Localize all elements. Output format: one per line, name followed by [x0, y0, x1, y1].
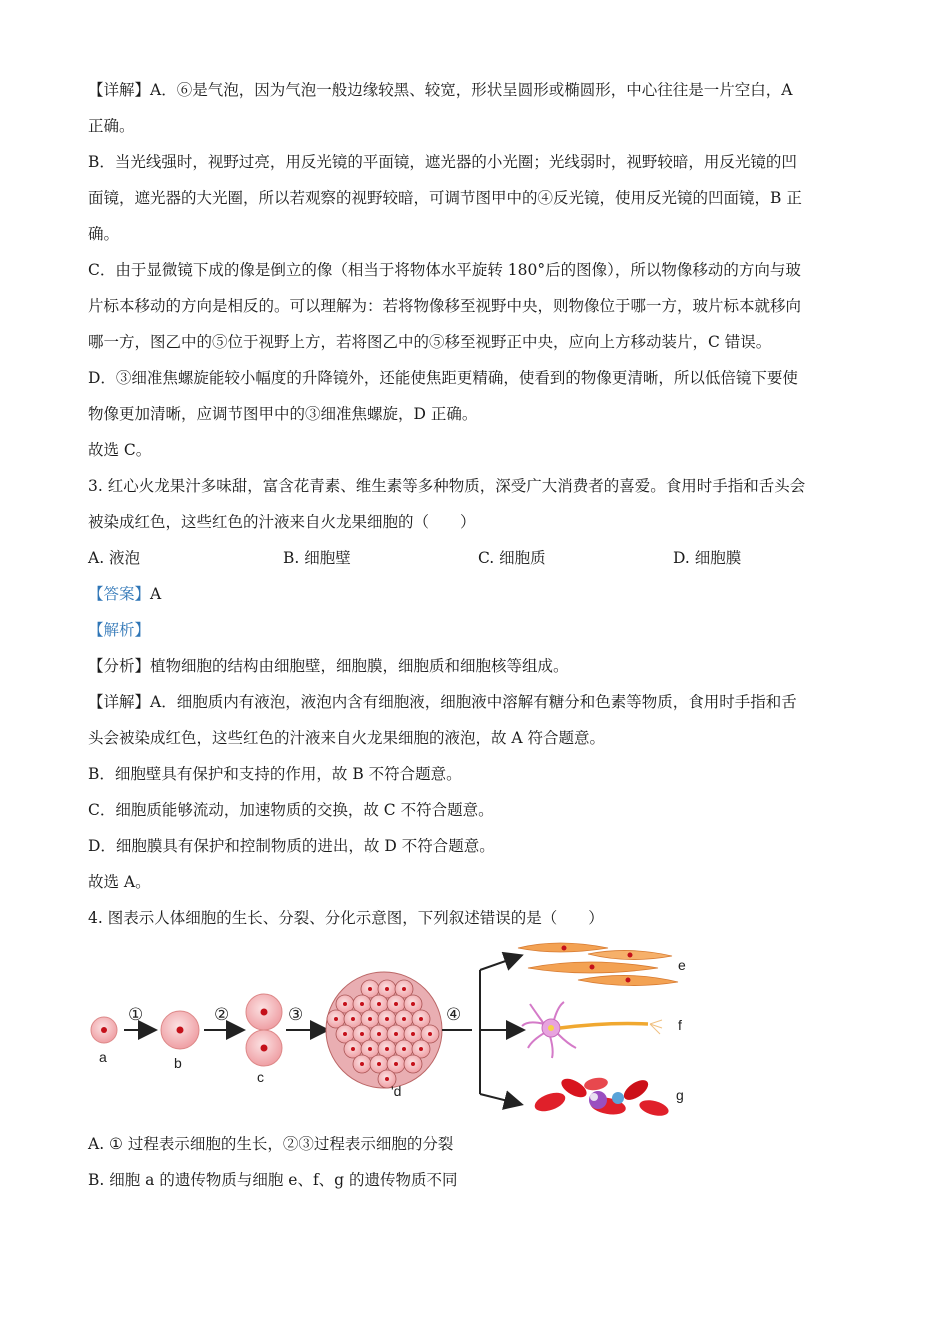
label-e: e: [678, 957, 686, 973]
cluster-cell-nucleus: [377, 1032, 381, 1036]
cluster-cell-nucleus: [428, 1032, 432, 1036]
q3-option-a: A. 液泡: [88, 549, 141, 567]
step-4: ④: [446, 1005, 462, 1025]
cluster-cell-nucleus: [419, 1017, 423, 1021]
q4-option-b: B. 细胞 a 的遗传物质与细胞 e、f、g 的遗传物质不同: [88, 1171, 458, 1189]
cluster-cell-nucleus: [360, 1002, 364, 1006]
cluster-cell-nucleus: [334, 1017, 338, 1021]
cluster-cell-nucleus: [368, 1017, 372, 1021]
cluster-cell-nucleus: [385, 1047, 389, 1051]
cluster-cell-nucleus: [402, 987, 406, 991]
q2-detail-a-line2: 正确。: [88, 117, 135, 135]
nerve-cell-f: [522, 1002, 662, 1058]
cluster-cell-nucleus: [351, 1047, 355, 1051]
answer-tag: 【答案】: [88, 585, 151, 603]
muscle-cells-e: [518, 943, 678, 986]
cluster-cell-nucleus: [351, 1017, 355, 1021]
q2-detail-b-line2: 面镜，遮光器的大光圈，所以若观察的视野较暗，可调节图甲中的④反光镜，使用反光镜的凹面镜，B 正: [88, 189, 802, 207]
cell-diagram-svg: [88, 940, 708, 1120]
q3-option-b: B. 细胞壁: [283, 549, 351, 567]
cluster-cell-nucleus: [343, 1032, 347, 1036]
cell-c: [246, 994, 282, 1066]
q3-fenxi: 【分析】植物细胞的结构由细胞壁，细胞膜，细胞质和细胞核等组成。: [88, 657, 569, 675]
q3-option-d: D. 细胞膜: [673, 549, 742, 567]
cluster-cell-nucleus: [385, 1017, 389, 1021]
q3-detail-c: C．细胞质能够流动，加速物质的交换，故 C 不符合题意。: [88, 801, 494, 819]
q2-detail-b-line1: B．当光线强时，视野过亮，用反光镜的平面镜，遮光器的小光圈；光线弱时，视野较暗，用反光镜的凹: [88, 153, 797, 171]
q4-stem: 4. 图表示人体细胞的生长、分裂、分化示意图，下列叙述错误的是（ ）: [88, 909, 604, 927]
q3-option-c: C. 细胞质: [478, 549, 546, 567]
cluster-cell-nucleus: [394, 1062, 398, 1066]
cluster-cell-nucleus: [377, 1062, 381, 1066]
q2-detail-d-line2: 物像更加清晰，应调节图甲中的③细准焦螺旋，D 正确。: [88, 405, 478, 423]
cluster-cell-nucleus: [377, 1002, 381, 1006]
cell-a: [91, 1017, 117, 1043]
document-page: [88, 72, 868, 1198]
q2-detail-c-line2: 片标本移动的方向是相反的。可以理解为：若将物像移至视野中央，则物像位于哪一方，玻片标本就移向: [88, 297, 802, 315]
blood-cells-g: [532, 1075, 670, 1119]
q2-detail-c-line3: 哪一方，图乙中的⑤位于视野上方，若将图乙中的⑤移至视野正中央，应向上方移动装片，C 错误。: [88, 333, 772, 351]
q3-answer: [88, 576, 868, 612]
q2-detail-c-line1: C．由于显微镜下成的像是倒立的像（相当于将物体水平旋转 180°后的图像），所以物像移动的方向与玻: [88, 261, 801, 279]
answer-value: A: [150, 585, 162, 603]
label-g: g: [676, 1087, 684, 1103]
cell-cluster-d: [326, 972, 442, 1088]
q4-option-a: A. ① 过程表示细胞的生长，②③过程表示细胞的分裂: [88, 1135, 454, 1153]
q2-detail-b-line3: 确。: [88, 225, 120, 243]
q3-stem-line1: 3. 红心火龙果汁多味甜，富含花青素、维生素等多种物质，深受广大消费者的喜爱。食用时手指和舌头会: [88, 477, 806, 495]
cell-differentiation-figure: [88, 940, 708, 1120]
q3-conclusion: 故选 A。: [88, 873, 151, 891]
cluster-cell-nucleus: [394, 1002, 398, 1006]
cluster-cell-nucleus: [411, 1062, 415, 1066]
q3-detail-a-line2: 头会被染成红色，这些红色的汁液来自火龙果细胞的液泡，故 A 符合题意。: [88, 729, 606, 747]
q3-detail-b: B．细胞壁具有保护和支持的作用，故 B 不符合题意。: [88, 765, 462, 783]
q3-detail-d: D．细胞膜具有保护和控制物质的进出，故 D 不符合题意。: [88, 837, 495, 855]
q3-detail-a-line1: 【详解】A．细胞质内有液泡，液泡内含有细胞液，细胞液中溶解有糖分和色素等物质，食用时手指和舌: [88, 693, 797, 711]
cluster-cell-nucleus: [385, 1077, 389, 1081]
cluster-cell-nucleus: [368, 987, 372, 991]
q2-detail-a-line1: 【详解】A．⑥是气泡，因为气泡一般边缘较黑、较宽，形状呈圆形或椭圆形，中心往往是一片空白，A: [88, 81, 793, 99]
cell-b: [161, 1011, 199, 1049]
label-c: c: [257, 1069, 264, 1085]
cluster-cell-nucleus: [368, 1047, 372, 1051]
q2-detail-d-line1: D．③细准焦螺旋能较小幅度的升降镜外，还能使焦距更精确，使看到的物像更清晰，所以低倍镜下要使: [88, 369, 798, 387]
label-d: 'd: [391, 1083, 402, 1099]
cluster-cell-nucleus: [343, 1002, 347, 1006]
step-1: ①: [128, 1005, 144, 1025]
cluster-cell-nucleus: [411, 1002, 415, 1006]
step-3: ③: [288, 1005, 304, 1025]
cluster-cell-nucleus: [411, 1032, 415, 1036]
label-b: b: [174, 1055, 182, 1071]
step-2: ②: [214, 1005, 230, 1025]
cluster-cell-nucleus: [360, 1062, 364, 1066]
cluster-cell-nucleus: [360, 1032, 364, 1036]
label-a: a: [99, 1049, 107, 1065]
q2-conclusion: 故选 C。: [88, 441, 152, 459]
q3-stem-line2: 被染成红色，这些红色的汁液来自火龙果细胞的（ ）: [88, 513, 476, 531]
q3-options: [88, 540, 868, 576]
cluster-cell-nucleus: [419, 1047, 423, 1051]
cluster-cell-nucleus: [402, 1017, 406, 1021]
q3-analysis-tag: 【解析】: [88, 621, 151, 639]
label-f: f: [678, 1017, 682, 1033]
cluster-cell-nucleus: [385, 987, 389, 991]
cluster-cell-nucleus: [402, 1047, 406, 1051]
cluster-cell-nucleus: [394, 1032, 398, 1036]
